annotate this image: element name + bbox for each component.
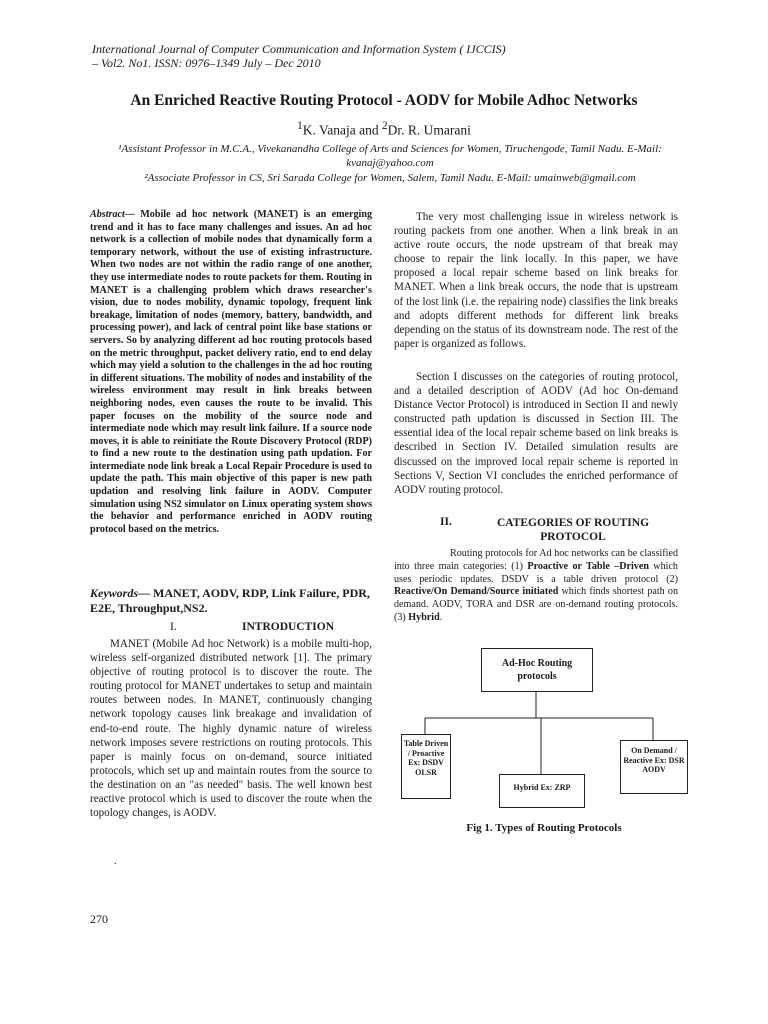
figure-caption: Fig 1. Types of Routing Protocols bbox=[466, 822, 622, 834]
bold-term-reactive: Reactive/On Demand/Source initiated bbox=[394, 586, 559, 598]
author-2-superscript: 2 bbox=[381, 120, 388, 132]
paragraph-text: The very most challenging issue in wireless network is routing packets from one another. When a link break in an active route occurs, the node upstream of that break may choose to repair the link locally. In this paper, we have proposed a local repair scheme based on link breaks for MANET. When a link break occurs, the node that is upstream of the lost link (i.e. the repairing node) classifies the link breaks and adopts different methods for different link breaks depending on the status of its downstream node. The rest of the paper is organized as follows. bbox=[394, 211, 678, 350]
paragraph-text: Section I discusses on the categories of routing protocol, and a detailed description of AODV (Ad hoc On-demand Distance Vector Protocol) is introduced in Section II and newly constructed path updation is discussed in Section III. The essential idea of the local repair scheme based on link breaks is described in Section IV. Detailed simulation results are discussed on the improved local repair scheme is reported in Sections V, Section VI concludes the enriched performance of AODV routing protocol. bbox=[394, 371, 678, 496]
affiliation-1: ¹Assistant Professor in M.C.A., Vivekanandha College of Arts and Sciences for Women, Tiruchengode, Tamil Nadu. E-Mail: kvanaj@yahoo.com bbox=[118, 143, 662, 169]
affiliation-2: ²Associate Professor in CS, Sri Sarada College for Women, Salem, Tamil Nadu. E-Mail: umainweb@gmail.com bbox=[144, 172, 636, 184]
introduction-paragraph: MANET (Mobile Ad hoc Network) is a mobile multi-hop, wireless self-organized distributed network [1]. The primary objective of routing protocol is to discover the route. The routing protocol for MANET undertakes to setup and maintain routes between nodes. In MANET, continuously changing network topology causes link breakage and invalidation of end-to-end route. The highly dynamic nature of wireless network imposes severe restrictions on routing protocols. This paper is mainly focus on on-demand, source initiated protocols, which set up and maintain routes from the source to the destination on an "as needed" basis. The well known best reactive protocol which is used to discover the route when the topology changes, is AODV. bbox=[90, 638, 372, 820]
paper-title: An Enriched Reactive Routing Protocol - AODV for Mobile Adhoc Networks bbox=[130, 92, 638, 109]
text-run: Routing protocols for Ad hoc networks can be classified into three main categories: (1) bbox=[394, 548, 678, 572]
section-title: INTRODUCTION bbox=[242, 621, 335, 633]
section-number: II. bbox=[440, 516, 452, 528]
node-label: Hybrid Ex: ZRP bbox=[513, 783, 571, 792]
author-1-name: K. Vanaja and bbox=[302, 122, 382, 138]
diagram-node-hybrid bbox=[499, 774, 585, 808]
abstract-text: Mobile ad hoc network (MANET) is an emerging trend and it has to face many challenges and issues. An ad hoc network is a collection of mobile nodes that dynamically form a temporary network, without the use of existing infrastructure. When two nodes are not within the radio range of one another, they use intermediate nodes to route packets for them. Routing in MANET is a challenging problem which draws researcher's vision, due to nodes mobility, dynamic topology, frequent link breakage, limitation of nodes (memory, battery, bandwidth, and processing power), and lack of central point like base stations or servers. So by analyzing different ad hoc routing protocols based on the metric throughput, packet delivery ratio, end to end delay which may yield a solution to the challenges in the ad hoc routing in different situations. The mobility of nodes and instability of the wireless environment may result in link breaks between neighboring nodes, even causes the route to be invalid. This paper focuses on the mobility of the source node and intermediate node which may result link failure. If a source node moves, it is able to reinitiate the Route Discovery Protocol (RDP) to find a new route to the destination using path updation. For intermediate node link break a Local Repair Procedure is used to update the path. This main objective of this paper is new path updation and resolving link failure in AODV. Computer simulation using NS2 simulator on Linux operating system shows the behavior and performance enriched in AODV routing protocol based on the metrics. bbox=[90, 209, 373, 535]
bold-term-hybrid: Hybrid bbox=[408, 611, 440, 623]
diagram-node-adhoc-routing bbox=[481, 648, 593, 692]
introduction-body bbox=[90, 637, 372, 820]
right-paragraph-2 bbox=[394, 370, 678, 497]
journal-line-2: – Vol2. No1. ISSN: 0976–1349 July – Dec 2010 bbox=[92, 56, 321, 70]
stray-dot: . bbox=[114, 856, 117, 867]
journal-line-1: International Journal of Computer Communication and Information System ( IJCCIS) bbox=[92, 42, 506, 56]
abstract bbox=[90, 209, 372, 536]
keywords-text: — MANET, AODV, RDP, Link Failure, PDR, E2E, Throughput,NS2. bbox=[90, 586, 370, 615]
section-number: I. bbox=[170, 621, 177, 633]
author-1-superscript: 1 bbox=[297, 120, 303, 132]
diagram-node-table-driven bbox=[401, 734, 451, 799]
bold-term-proactive: Proactive or Table –Driven bbox=[527, 560, 649, 572]
journal-header bbox=[92, 42, 652, 70]
text-run: which finds shortest path on demand. AODV, TORA and DSR are on-demand routing protocols. (3) bbox=[394, 586, 678, 623]
author-2-name: Dr. R. Umarani bbox=[387, 122, 471, 138]
page-number: 270 bbox=[90, 912, 108, 926]
keywords bbox=[90, 586, 372, 616]
diagram-node-on-demand bbox=[620, 740, 688, 794]
paragraph-text bbox=[394, 548, 678, 625]
text-run: . bbox=[439, 611, 443, 623]
categories-paragraph bbox=[394, 548, 678, 625]
text-run: which uses periodic updates. DSDV is a table driven protocol (2) bbox=[394, 560, 678, 585]
keywords-label: Keywords bbox=[90, 586, 138, 600]
abstract-label: Abstract— bbox=[90, 209, 135, 220]
node-label: Ad-Hoc Routing protocols bbox=[501, 658, 573, 682]
node-label: On Demand / Reactive Ex: DSR AODV bbox=[623, 746, 685, 774]
section-title: CATEGORIES OF ROUTING PROTOCOL bbox=[496, 517, 650, 543]
right-paragraph-1 bbox=[394, 210, 678, 351]
node-label: Table Driven / Proactive Ex: DSDV OLSR bbox=[403, 739, 449, 777]
routing-protocols-diagram bbox=[394, 640, 694, 830]
author-list bbox=[60, 120, 708, 139]
